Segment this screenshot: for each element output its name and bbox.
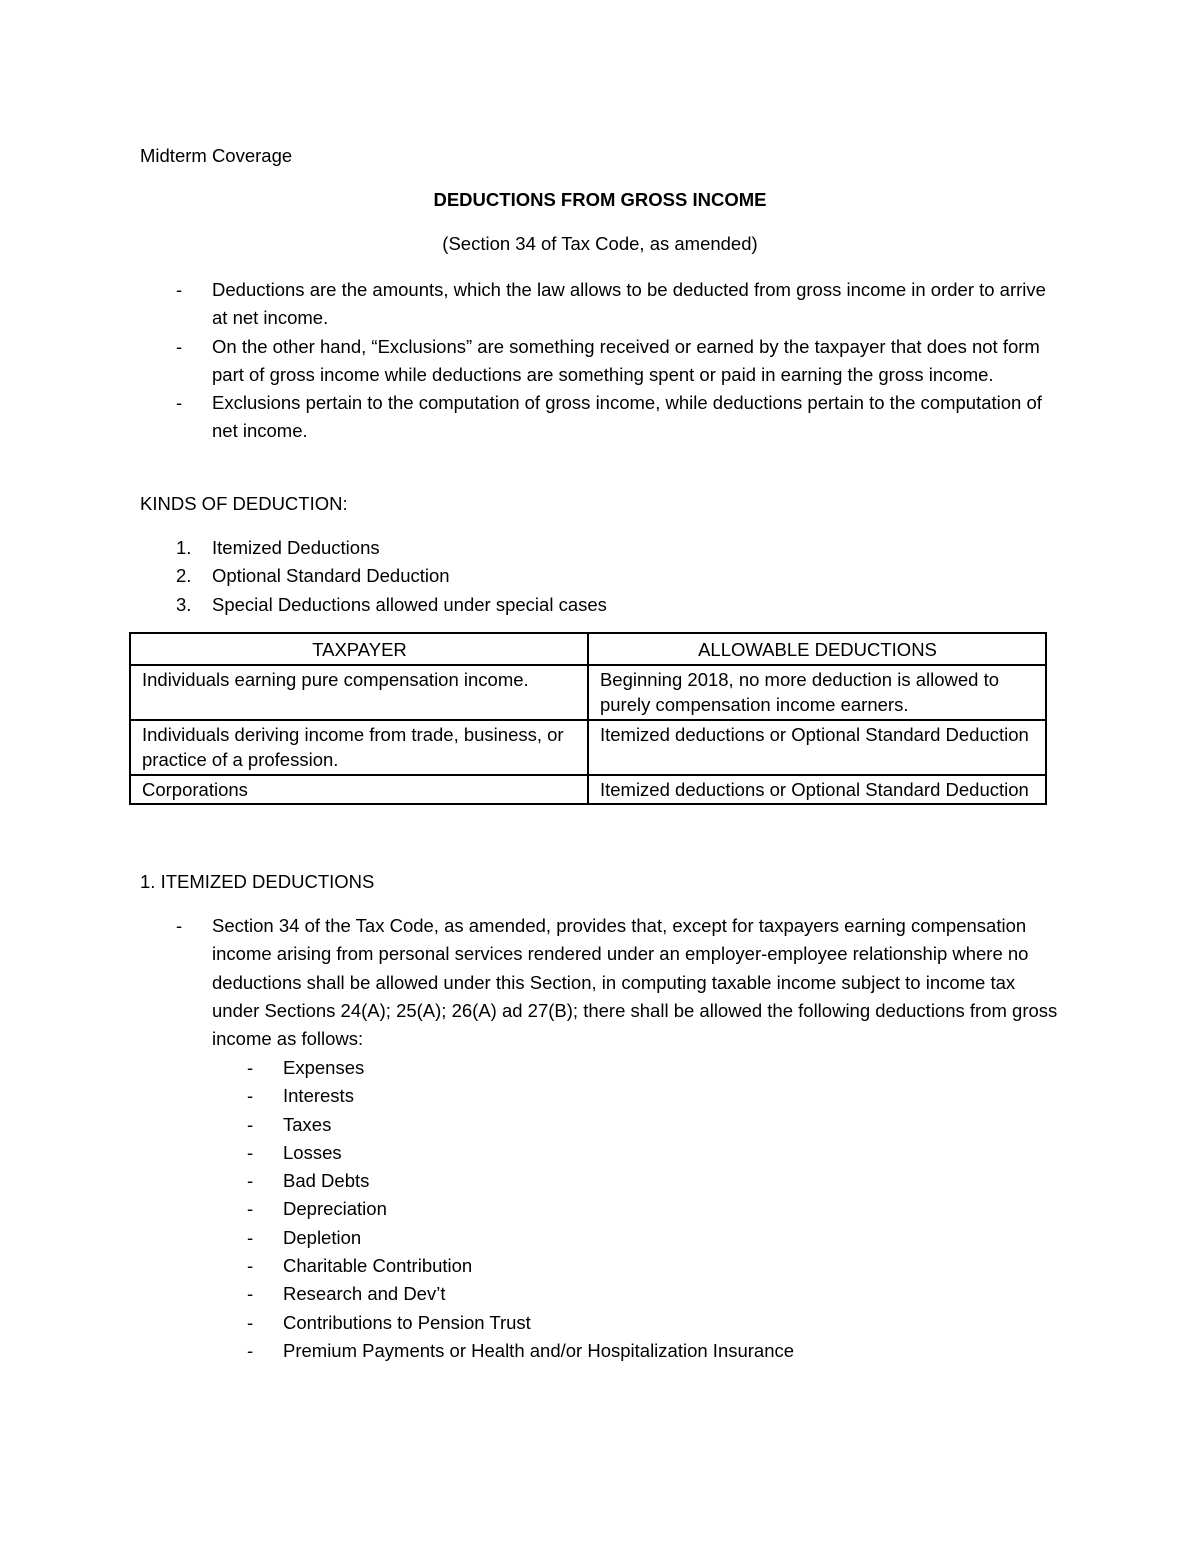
table-header-cell: ALLOWABLE DEDUCTIONS [588,633,1046,665]
table-cell: Beginning 2018, no more deduction is allowed to purely compensation income earners. [588,665,1046,720]
list-item [247,1111,1063,1139]
list-item [176,333,1060,390]
bullet-marker: - [176,915,183,936]
bullet-marker: - [247,1113,254,1135]
itemized-item-text: Charitable Contribution [283,1255,473,1277]
bullet-marker: - [247,1170,254,1192]
list-item [247,1337,1063,1365]
bullet-marker: - [176,279,183,300]
list-item [247,1139,1063,1167]
intro-bullet-text: Deductions are the amounts, which the law allows to be deducted from gross income in order to arrive at net income. [212,279,1046,329]
kinds-heading: KINDS OF DEDUCTION: [140,493,348,514]
itemized-paragraph: Section 34 of the Tax Code, as amended, provides that, except for taxpayers earning compensation income arising from personal services rendered under an employer-employee relationship where no deductions shall be allowed under this Section, in computing taxable income subject to income tax under Sections 24(A); 25(A); 26(A) ad 27(B); there shall be allowed the following deductions from gross income as follows: [212,915,1058,1050]
deductions-table [129,632,1047,805]
list-number: 2. [176,565,192,587]
table-header-cell: TAXPAYER [130,633,588,665]
list-item [247,1167,1063,1195]
coverage-label: Midterm Coverage [140,145,293,166]
table-cell: Corporations [130,775,588,805]
itemized-items-list [247,1054,1063,1365]
bullet-marker: - [247,1198,254,1220]
list-item [247,1082,1063,1110]
list-item [247,1224,1063,1252]
list-item [247,1054,1063,1082]
kinds-list [176,534,1060,619]
list-number: 3. [176,593,192,615]
bullet-marker: - [176,335,183,357]
list-item [247,1309,1063,1337]
list-item [176,562,1060,590]
table-cell: Itemized deductions or Optional Standard Deduction [588,775,1046,805]
bullet-marker: - [247,1283,254,1305]
table-row [130,720,1046,775]
bullet-marker: - [247,1226,254,1248]
intro-bullet-text: Exclusions pertain to the computation of gross income, while deductions pertain to the computation of net income. [212,392,1042,442]
itemized-item-text: Research and Dev’t [283,1283,446,1305]
itemized-item-text: Premium Payments or Health and/or Hospitalization Insurance [283,1339,795,1361]
list-item [176,912,1060,1053]
bullet-marker: - [247,1057,254,1078]
itemized-heading: 1. ITEMIZED DEDUCTIONS [140,871,375,892]
table-row [130,665,1046,720]
list-number: 1. [176,537,192,558]
list-item [176,389,1060,446]
table-cell: Individuals earning pure compensation income. [130,665,588,720]
bullet-marker: - [247,1311,254,1333]
itemized-bullet-list [176,912,1060,1053]
bullet-marker: - [247,1255,254,1277]
table-row [130,775,1046,805]
itemized-item-text: Depreciation [283,1198,387,1220]
bullet-marker: - [247,1339,254,1361]
kind-text: Special Deductions allowed under special cases [212,593,607,615]
list-item [176,591,1060,619]
list-item [176,534,1060,562]
list-item [247,1195,1063,1223]
list-item [247,1252,1063,1280]
itemized-item-text: Bad Debts [283,1170,370,1192]
document-subtitle: (Section 34 of Tax Code, as amended) [442,233,758,254]
itemized-item-text: Expenses [283,1057,365,1078]
bullet-marker: - [176,392,183,414]
bullet-marker: - [247,1085,254,1107]
table-cell: Individuals deriving income from trade, business, or practice of a profession. [130,720,588,775]
bullet-marker: - [247,1141,254,1163]
table-header-row [130,633,1046,665]
intro-bullet-text: On the other hand, “Exclusions” are something received or earned by the taxpayer that does not form part of gross income while deductions are something spent or paid in earning the gross income. [212,335,1040,385]
table-cell: Itemized deductions or Optional Standard Deduction [588,720,1046,775]
list-item [176,276,1060,333]
itemized-item-text: Depletion [283,1226,362,1248]
itemized-item-text: Taxes [283,1113,332,1135]
itemized-item-text: Contributions to Pension Trust [283,1311,531,1333]
list-item [247,1280,1063,1308]
itemized-item-text: Losses [283,1141,342,1163]
intro-bullet-list [176,276,1060,446]
document-title: DEDUCTIONS FROM GROSS INCOME [433,189,767,210]
kind-text: Optional Standard Deduction [212,565,450,587]
kind-text: Itemized Deductions [212,537,380,558]
itemized-item-text: Interests [283,1085,354,1107]
